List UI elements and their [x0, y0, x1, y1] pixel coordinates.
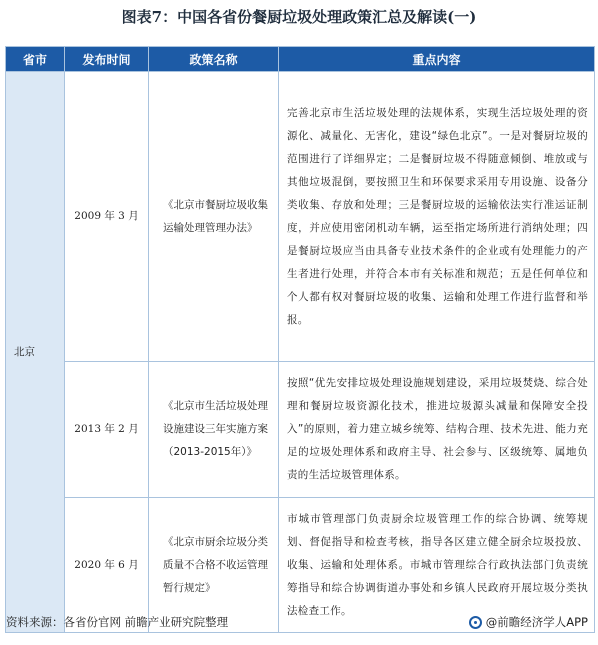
date-cell: 2009 年 3 月	[65, 72, 149, 362]
table-row	[6, 498, 595, 633]
header-key-content: 重点内容	[279, 47, 595, 72]
date-cell: 2013 年 2 月	[65, 362, 149, 498]
content-cell: 按照“优先安排垃圾处理设施规划建设，采用垃圾焚烧、综合处理和餐厨垃圾资源化技术，推进垃圾源头减量和保障安全投入”的原则，着力建立城乡统筹、结构合理、技术先进、能力充足的垃圾处理体系和政府主导、社会参与、区级统筹、属地负责的生活垃圾管理体系。	[279, 362, 595, 498]
brand-label: @前瞻经济学人APP	[485, 615, 588, 629]
page-title: 图表7：中国各省份餐厨垃圾处理政策汇总及解读(一)	[121, 8, 477, 26]
table-row	[6, 362, 595, 498]
policy-name-cell: 《北京市生活垃圾处理设施建设三年实施方案（2013-2015年）》	[149, 362, 279, 498]
header-policy-name: 政策名称	[149, 47, 279, 72]
policy-name-cell: 《北京市餐厨垃圾收集运输处理管理办法》	[149, 72, 279, 362]
brand-logo-icon	[469, 616, 482, 629]
policy-table	[5, 46, 595, 633]
city-cell: 北京	[6, 72, 65, 633]
table-header-row	[6, 47, 595, 72]
policy-name-cell: 《北京市厨余垃圾分类质量不合格不收运管理暂行规定》	[149, 498, 279, 633]
source-note: 资料来源：各省份官网 前瞻产业研究院整理	[6, 615, 229, 629]
header-city: 省市	[6, 47, 65, 72]
table-row	[6, 72, 595, 362]
content-cell: 市城市管理部门负责厨余垃圾管理工作的综合协调、统筹规划、督促指导和检查考核，指导各区建立健全厨余垃圾投放、收集、运输和处理体系。市城市管理综合行政执法部门负责统筹指导和综合协调街道办事处和乡镇人民政府开展垃圾分类执法检查工作。	[279, 498, 595, 633]
header-date: 发布时间	[65, 47, 149, 72]
date-cell: 2020 年 6 月	[65, 498, 149, 633]
brand-credit	[469, 614, 588, 630]
content-cell: 完善北京市生活垃圾处理的法规体系，实现生活垃圾处理的资源化、减量化、无害化，建设“绿色北京”。一是对餐厨垃圾的范围进行了详细界定；二是餐厨垃圾不得随意倾倒、堆放或与其他垃圾混倒，要按照卫生和环保要求采用专用设施、设备分类收集、存放和处理；三是餐厨垃圾的运输依法实行准运证制度，并应使用密闭机动车辆，运至指定场所进行消纳处理；四是餐厨垃圾应当由具备专业技术条件的企业或有处理能力的产生者进行处理，并符合本市有关标准和规范；五是任何单位和个人都有权对餐厨垃圾的收集、运输和处理工作进行监督和举报。	[279, 72, 595, 362]
